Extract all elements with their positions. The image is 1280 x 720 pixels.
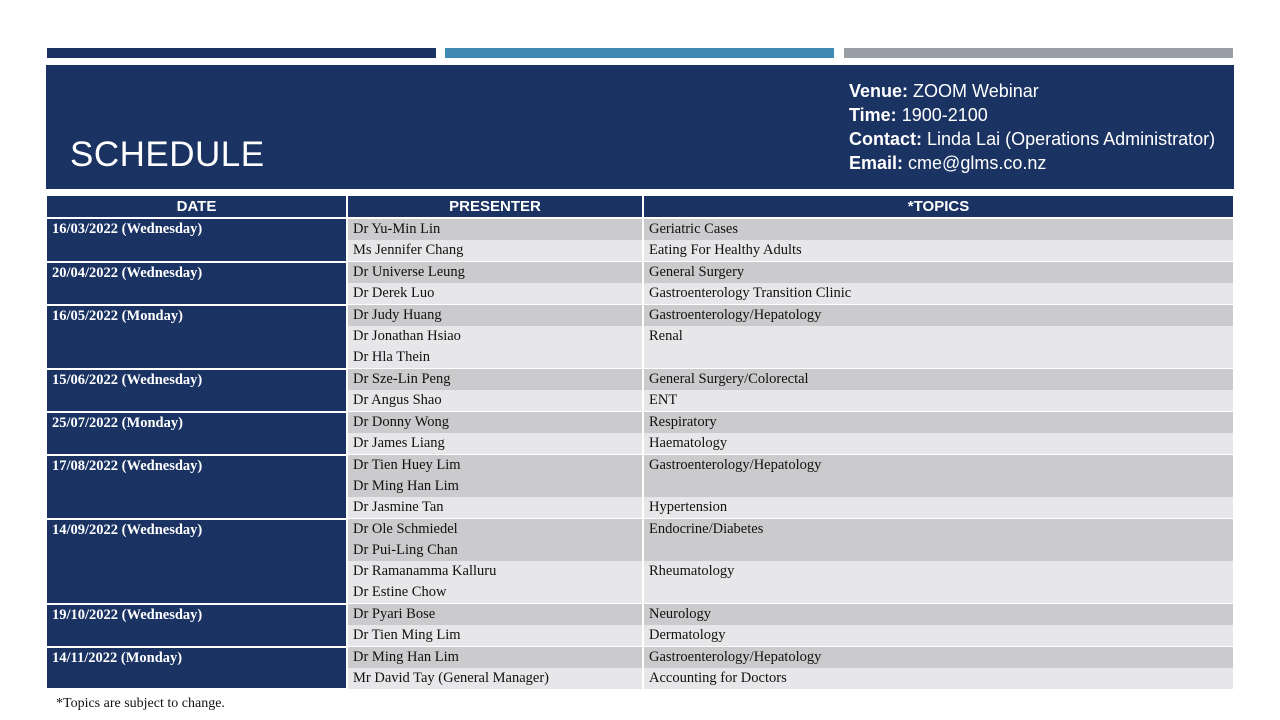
contact-line xyxy=(849,127,1215,151)
topic-cell xyxy=(643,604,1233,626)
topic-text: Eating For Healthy Adults xyxy=(649,242,802,258)
topic-text: Gastroenterology Transition Clinic xyxy=(649,285,852,301)
presenter-cell xyxy=(347,647,643,669)
time-value: 1900-2100 xyxy=(901,105,988,125)
contact-label: Contact: xyxy=(849,129,922,149)
presenter-name: Mr David Tay (General Manager) xyxy=(353,670,549,686)
topic-cell xyxy=(643,390,1233,412)
topic-cell xyxy=(643,497,1233,519)
topic-text: Dermatology xyxy=(649,627,726,643)
date-cell: 19/10/2022 (Wednesday) xyxy=(47,604,347,647)
topic-cell xyxy=(643,369,1233,391)
topic-text: Gastroenterology/Hepatology xyxy=(649,649,822,665)
presenter-name: Dr Hla Thein xyxy=(353,349,431,365)
table-row xyxy=(47,218,1233,240)
table-row xyxy=(47,647,1233,669)
table-row xyxy=(47,305,1233,327)
presenter-cell xyxy=(347,668,643,689)
topic-cell xyxy=(643,561,1233,604)
topic-cell xyxy=(643,455,1233,498)
email-value: cme@glms.co.nz xyxy=(908,153,1047,173)
presenter-name: Dr Tien Huey Lim xyxy=(353,457,461,473)
topic-text: Geriatric Cases xyxy=(649,221,738,237)
topic-text: General Surgery/Colorectal xyxy=(649,371,809,387)
table-header-row xyxy=(47,196,1233,218)
topic-text: Respiratory xyxy=(649,414,717,430)
date-cell: 20/04/2022 (Wednesday) xyxy=(47,262,347,305)
presenter-name: Dr Pyari Bose xyxy=(353,606,436,622)
presenter-cell xyxy=(347,218,643,240)
topic-cell xyxy=(643,218,1233,240)
topic-cell xyxy=(643,433,1233,455)
presenter-cell xyxy=(347,561,643,604)
topic-text: ENT xyxy=(649,392,678,408)
topic-text: Endocrine/Diabetes xyxy=(649,521,764,537)
topic-text: Accounting for Doctors xyxy=(649,670,787,686)
topic-cell xyxy=(643,326,1233,369)
topic-cell xyxy=(643,240,1233,262)
time-label: Time: xyxy=(849,105,897,125)
presenter-name: Dr Derek Luo xyxy=(353,285,435,301)
presenter-name: Ms Jennifer Chang xyxy=(353,242,464,258)
topic-text: Haematology xyxy=(649,435,728,451)
presenter-cell xyxy=(347,369,643,391)
topic-cell xyxy=(643,283,1233,305)
schedule-body xyxy=(47,218,1233,689)
presenter-cell xyxy=(347,519,643,562)
table-row xyxy=(47,262,1233,284)
email-label: Email: xyxy=(849,153,904,173)
presenter-name: Dr Universe Leung xyxy=(353,264,465,280)
topic-cell xyxy=(643,625,1233,647)
presenter-name: Dr James Liang xyxy=(353,435,445,451)
page-title: SCHEDULE xyxy=(70,135,265,174)
venue-value: ZOOM Webinar xyxy=(913,81,1039,101)
presenter-name: Dr Ming Han Lim xyxy=(353,649,459,665)
presenter-cell xyxy=(347,412,643,434)
table-row xyxy=(47,412,1233,434)
presenter-name: Dr Jonathan Hsiao xyxy=(353,328,461,344)
table-row xyxy=(47,519,1233,562)
date-cell: 15/06/2022 (Wednesday) xyxy=(47,369,347,412)
presenter-name: Dr Tien Ming Lim xyxy=(353,627,461,643)
topic-text: Neurology xyxy=(649,606,712,622)
presenter-name: Dr Pui-Ling Chan xyxy=(353,542,458,558)
topic-cell xyxy=(643,305,1233,327)
topic-cell xyxy=(643,647,1233,669)
date-cell: 14/09/2022 (Wednesday) xyxy=(47,519,347,604)
presenter-name: Dr Jasmine Tan xyxy=(353,499,444,515)
date-cell: 14/11/2022 (Monday) xyxy=(47,647,347,690)
accent-bar-grey xyxy=(844,48,1233,58)
topic-text: Rheumatology xyxy=(649,563,735,579)
table-row xyxy=(47,455,1233,498)
presenter-name: Dr Estine Chow xyxy=(353,584,447,600)
footnote: *Topics are subject to change. xyxy=(56,696,225,711)
presenter-cell xyxy=(347,240,643,262)
date-cell: 16/03/2022 (Wednesday) xyxy=(47,218,347,262)
presenter-cell xyxy=(347,283,643,305)
presenter-name: Dr Donny Wong xyxy=(353,414,450,430)
topic-cell xyxy=(643,262,1233,284)
presenter-cell xyxy=(347,625,643,647)
topic-cell xyxy=(643,519,1233,562)
table-row xyxy=(47,604,1233,626)
presenter-name: Dr Angus Shao xyxy=(353,392,442,408)
email-line xyxy=(849,151,1215,175)
presenter-cell xyxy=(347,390,643,412)
date-cell: 25/07/2022 (Monday) xyxy=(47,412,347,455)
topic-text: Gastroenterology/Hepatology xyxy=(649,307,822,323)
presenter-cell xyxy=(347,326,643,369)
presenter-cell xyxy=(347,262,643,284)
presenter-name: Dr Yu-Min Lin xyxy=(353,221,441,237)
date-cell: 17/08/2022 (Wednesday) xyxy=(47,455,347,519)
topic-cell xyxy=(643,668,1233,689)
contact-value: Linda Lai (Operations Administrator) xyxy=(927,129,1216,149)
topic-text: Hypertension xyxy=(649,499,728,515)
presenter-name: Dr Ole Schmiedel xyxy=(353,521,458,537)
title-banner xyxy=(46,65,1234,189)
topics-column-header: *TOPICS xyxy=(643,196,1233,218)
presenter-cell xyxy=(347,455,643,498)
table-row xyxy=(47,369,1233,391)
event-info xyxy=(849,79,1215,175)
presenter-cell xyxy=(347,497,643,519)
presenter-cell xyxy=(347,433,643,455)
schedule-table xyxy=(47,196,1233,690)
topic-cell xyxy=(643,412,1233,434)
accent-bar-blue xyxy=(445,48,834,58)
venue-line xyxy=(849,79,1215,103)
topic-text: Gastroenterology/Hepatology xyxy=(649,457,822,473)
topic-text: General Surgery xyxy=(649,264,745,280)
presenter-cell xyxy=(347,305,643,327)
date-cell: 16/05/2022 (Monday) xyxy=(47,305,347,369)
presenter-name: Dr Sze-Lin Peng xyxy=(353,371,451,387)
presenter-name: Dr Ramanamma Kalluru xyxy=(353,563,497,579)
presenter-name: Dr Judy Huang xyxy=(353,307,442,323)
presenter-column-header: PRESENTER xyxy=(347,196,643,218)
presenter-name: Dr Ming Han Lim xyxy=(353,478,459,494)
time-line xyxy=(849,103,1215,127)
date-column-header: DATE xyxy=(47,196,347,218)
topic-text: Renal xyxy=(649,328,683,344)
presenter-cell xyxy=(347,604,643,626)
accent-bar-navy xyxy=(47,48,436,58)
venue-label: Venue: xyxy=(849,81,909,101)
